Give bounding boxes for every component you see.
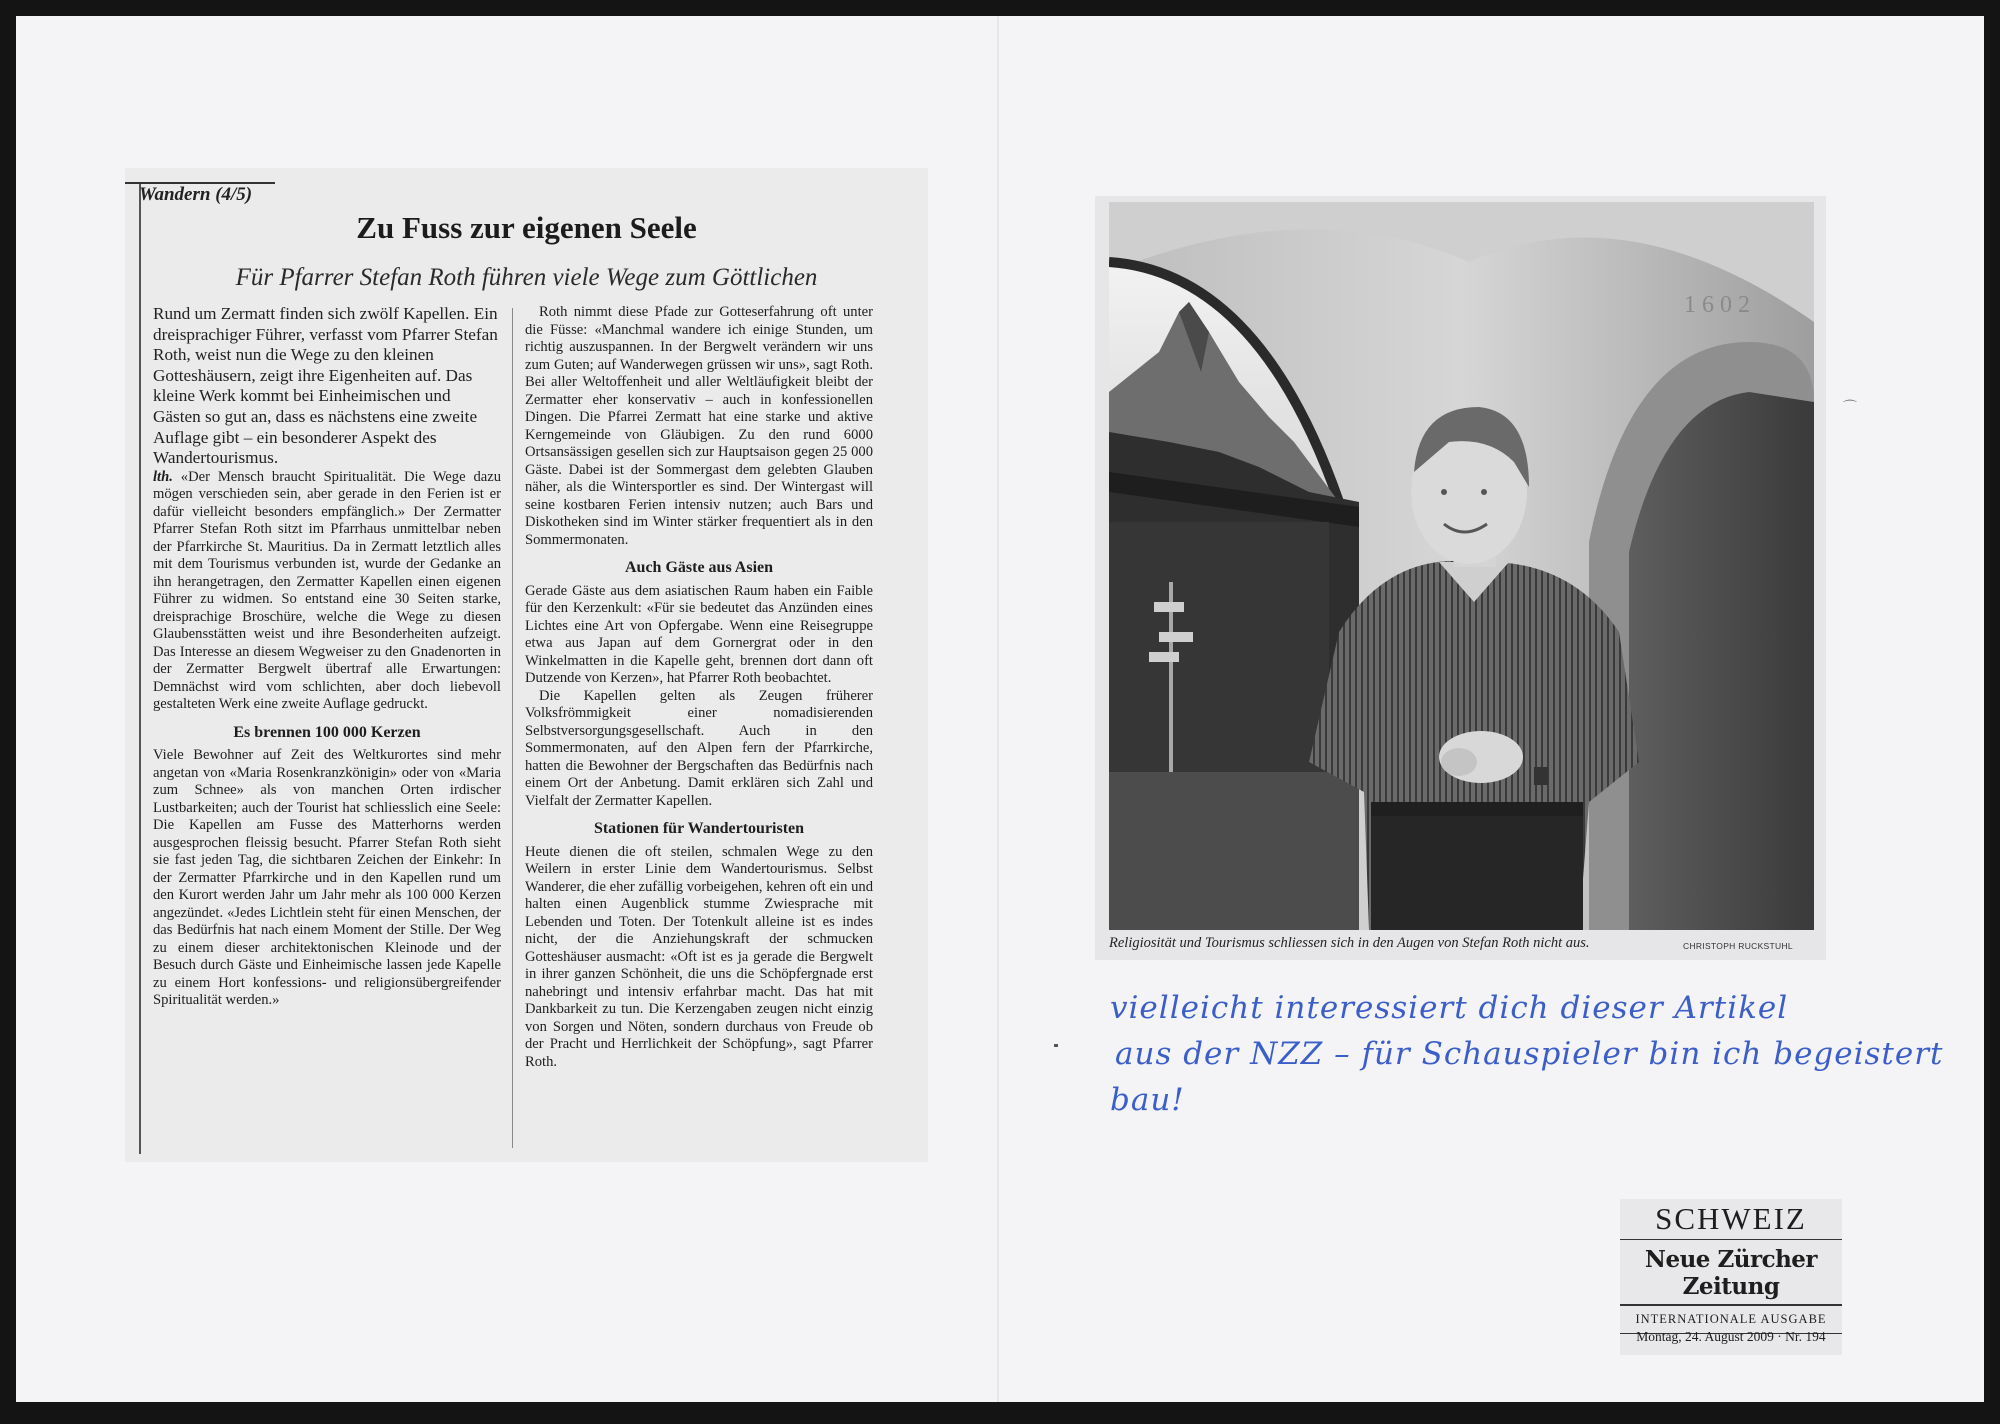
fold-line xyxy=(997,16,999,1402)
section-heading: Es brennen 100 000 Kerzen xyxy=(233,723,421,741)
photo-credit: CHRISTOPH RUCKSTUHL xyxy=(1683,941,1793,951)
article-paragraph: Roth nimmt diese Pfade zur Gotteserfahrung oft unter die Füsse: «Manchmal wandere ich einige Stunden, um richtig auszuspannen. In der Bergwelt verändern wir uns zum Guten; auf Wanderwegen grüssen wir uns», sagt Roth. Bei aller Weltoffenheit und aller Weltläufigkeit bleibt der Zermatter eher konservativ – auch in konfessionellen Dingen. Die Pfarrei Zermatt hat eine starke und aktive Kerngemeinde von Gläubigen. Zu den rund 6000 Ortsansässigen gesellen sich zur Hauptsaison gegen 25 000 Gäste. Dabei ist der Sommergast dem gelebten Glauben näher, als die Wintersportler es sind. Der Wintergast will seine kostbaren Ferien intensiv nutzen; auch Bars und Diskotheken sind im Winter stärker frequentiert als in den Sommermonaten. xyxy=(525,304,873,548)
photo-clipping xyxy=(1095,196,1826,960)
section-heading: Auch Gäste aus Asien xyxy=(624,559,774,576)
article-clipping xyxy=(125,168,928,1162)
note-line-3: bau! xyxy=(1110,1082,1185,1118)
article-lead: Rund um Zermatt finden sich zwölf Kapellen. Ein dreisprachiger Führer, verfasst vom Pfarrer Stefan Roth, weist nun die Wege zu den kleinen Gotteshäusern, zeigt ihre Eigenheiten auf. Das kleine Werk kommt bei Einheimischen und Gästen so gut an, dass es nächstens eine zweite Auflage gibt – ein besonderer Aspekt des Wandertourismus. xyxy=(153,304,498,468)
masthead-rule xyxy=(1620,1304,1842,1306)
ink-dot xyxy=(1054,1044,1058,1047)
masthead-clipping xyxy=(1620,1199,1842,1355)
article-paragraph: Heute dienen die oft steilen, schmalen Wege zu den Weilern in erster Linie dem Wandertourismus. Selbst Wanderer, die eher zufällig vorbeigehen, kehren oft ein und halten einen Augenblick stumme Zwiesprache mit Lebenden und Toten. Der Totenkult alleine ist es indes nicht, der die Anziehungskraft der schmucken Gotteshäuser ausmacht: «Oft ist es ja gerade die Bergwelt in ihrer ganzen Schönheit, die uns die Schöpfergnade erst nahebringt und intensiv erfahrbar macht. Das hat mit Dankbarkeit zu tun. Die Kerzengaben zeugen nicht einzig von Sorgen und Nöten, sondern durchaus von Freude ob der Pracht und Herrlichkeit der Schöpfung», sagt Pfarrer Roth. xyxy=(525,843,873,1070)
masthead-edition: INTERNATIONALE AUSGABE xyxy=(1635,1312,1827,1326)
article-paragraph: Viele Bewohner auf Zeit des Weltkurortes sind mehr angetan von «Maria Rosenkranzkönigin» oder von «Maria zum Schnee» als von manchen Orten irdischer Lustbarkeiten; auch der Tourist hat schliesslich eine Seele: Die Kapellen am Fusse des Matterhorns werden ausgesprochen fleissig besucht. Pfarrer Stefan Roth sieht sie fast jeden Tag, die sichtbaren Zeichen der Einkehr: In der Zermatter Pfarrkirche und in den Kapellen rund um den Kurort werden Jahr um Jahr mehr als 100 000 Kerzen angezündet. «Jedes Lichtlein steht für einen Menschen, der das Bedürfnis hat nach einem Moment der Stille. Der Weg zu einem dieser architektonischen Kleinode und der Besuch durch Gäste und Einheimische lassen jede Kapelle zu einem Hort konfessions- und religionsübergreifender Spiritualität werden.» xyxy=(153,747,501,1009)
article-headline: Zu Fuss zur eigenen Seele xyxy=(356,210,697,245)
arch-date-carving: 1 6 0 2 xyxy=(1684,292,1750,318)
article-paragraph-text: «Der Mensch braucht Spiritualität. Die Wege dazu mögen verschieden sein, aber gerade in den Ferien ist er dafür vielleicht besonders empfänglich.» Der Zermatter Pfarrer Stefan Roth sitzt im Pfarrhaus unmittelbar neben der Pfarrkirche St. Mauritius. Da in Zermatt letztlich alles mit dem Tourismus verbunden ist, wurde der Gedanke an ihn herangetragen, den Zermatter Kapellen einen eigenen Führer zu widmen. So entstand eine 30 Seiten starke, dreisprachige Broschüre, welche die Wege zu diesen Glaubensstätten weist und ihre Besonderheiten aufzeigt. Das Interesse an diesem Wegweiser zu den Gnadenorten in der Zermatter Bergwelt übertraf alle Erwartungen: Demnächst wird vom schlichten, aber doch liebevoll gestalteten Werk eine zweite Auflage gedruckt. xyxy=(153,468,501,713)
article-dateline: lth. xyxy=(153,468,173,485)
pencil-mark: ⌒ xyxy=(1843,401,1857,416)
photo-caption: Religiosität und Tourismus schliessen sich in den Augen von Stefan Roth nicht aus. xyxy=(1109,935,1590,951)
handwritten-note xyxy=(1105,985,1985,1123)
column-separator xyxy=(512,308,513,1148)
note-line-2: aus der NZZ – für Schauspieler bin ich begeistert xyxy=(1115,1036,1944,1072)
section-heading: Stationen für Wandertouristen xyxy=(593,820,805,837)
article-paragraph: Gerade Gäste aus dem asiatischen Raum haben ein Faible für den Kerzenkult: «Für sie bedeutet das Anzünden eines Lichtes eine Art von Opfergabe. Wenn eine Reisegruppe etwa aus Japan auf dem Gornergrat oder in den Winkelmatten in die Kapelle geht, brennen dort dann oft Dutzende von Kerzen», hat Pfarrer Roth beobachtet. xyxy=(525,582,873,686)
article-paragraph xyxy=(153,469,501,714)
masthead-paper-name: Neue Zürcher Zeitung xyxy=(1644,1246,1818,1300)
column-rule-left xyxy=(139,184,141,1154)
masthead-section: SCHWEIZ xyxy=(1655,1201,1807,1236)
portrait-photo xyxy=(1109,202,1814,930)
article-column-left xyxy=(153,304,501,1010)
note-line-1: vielleicht interessiert dich dieser Artikel xyxy=(1110,990,1789,1026)
masthead-rule xyxy=(1620,1239,1842,1240)
article-kicker: Wandern (4/5) xyxy=(139,184,253,205)
article-subheadline: Für Pfarrer Stefan Roth führen viele Wege zum Göttlichen xyxy=(235,264,818,291)
masthead-date: Montag, 24. August 2009 · Nr. 194 xyxy=(1636,1329,1826,1344)
article-column-right xyxy=(525,304,873,1071)
article-paragraph: Die Kapellen gelten als Zeugen früherer Volksfrömmigkeit einer nomadisierenden Selbstversorgungsgesellschaft. Auch in den Sommermonaten, auf den Alpen fern der Pfarrkirche, hatten die Bewohner der Bergschaften das Bedürfnis nach einem Ort der Anbetung. Damit erklären sich Zahl und Vielfalt der Zermatter Kapellen. xyxy=(525,687,873,809)
